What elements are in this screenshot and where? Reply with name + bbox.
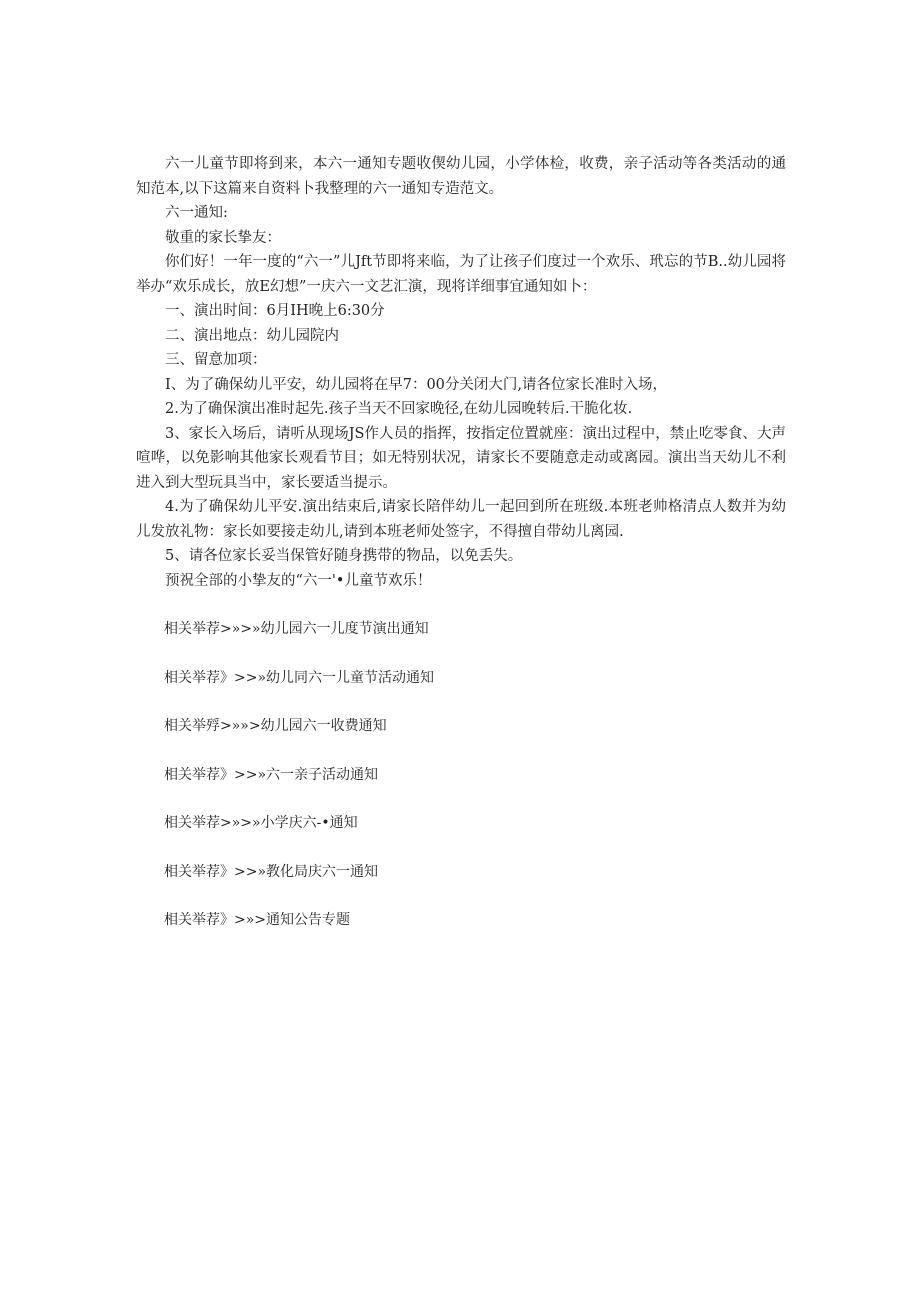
related-link-fee[interactable]: 相关举殍>»»>幼儿园六一收费通知 [164,718,387,734]
greeting-paragraph: 你们好！一年一度的“六一”儿Jft节即将来临，为了让孩子们度过一个欢乐、玳忘的节B..幼儿园将举办“欢乐成长，放E幻想”一庆六一文艺汇演，现将详细事宜通知如卜： [136,254,786,295]
notes-heading: 三、留意加项： [165,352,267,368]
performance-time: 一、演出时间：6月IH晚上6:30分 [165,303,385,319]
salutation: 敬重的家长挚友： [165,229,281,246]
related-link-performance[interactable]: 相关举荐>»>»幼儿园六一儿度节演出通知 [164,621,429,637]
related-links [136,617,786,932]
notice-heading: 六一通知: [165,205,228,221]
note-item-1: I、为了确保幼儿平安，幼儿园将在早7：00分关闭大门,请各位家长准时入场， [165,376,668,393]
note-item-4: 4.为了确保幼儿平安.演出结束后,请家长陪伴幼儿一起回到所在班级.本班老帅格清点人数并为幼儿发放礼物：家长如要接走幼儿,请到本班老师处签字，不得擅自带幼儿离园. [136,499,786,540]
document-body [136,152,786,957]
note-item-2: 2.为了确保演出准时起先.孩子当天不回家晚径,在幼儿园晚转后.干脆化妆. [165,401,633,417]
note-item-3: 3、家长入场后，请听从现场JS作人员的指挥，按指定位置就座：演出过程中，禁止吃零食、大声喧哗，以免影响其他家长观看节目；如无特别状况，请家长不要随意走动或离园。演出当天幼儿不利进入到大型玩具当中，家长要适当提示。 [136,425,786,491]
intro-paragraph: 六一儿童节即将到来，本六一通知专题收偰幼儿园，小学体检，收费，亲子活动等各类活动的通知范本,以下这篇来自资料卜我整理的六一通知专造范文。 [136,156,786,197]
related-link-parent-child[interactable]: 相关举荐》>>»六一亲子活动通知 [164,766,379,783]
related-link-announcements[interactable]: 相关举荐》>»>通知公告专题 [164,912,351,928]
related-link-primary-school[interactable]: 相关举荐>»>»小学庆六-•通知 [164,815,358,831]
related-link-education-bureau[interactable]: 相关举荐》>>»教化局庆六一通知 [164,863,379,880]
related-link-activity[interactable]: 相关举荐》>>»幼儿同六一儿童节活动通知 [164,669,435,686]
closing-wish: 预祝全部的小挚友的“六一'•儿童节欢乐！ [165,572,432,589]
note-item-5: 5、请各位家长妥当保管好随身携带的物品，以免丢失。 [165,548,523,564]
performance-location: 二、演出地点：幼儿园院内 [165,327,339,344]
